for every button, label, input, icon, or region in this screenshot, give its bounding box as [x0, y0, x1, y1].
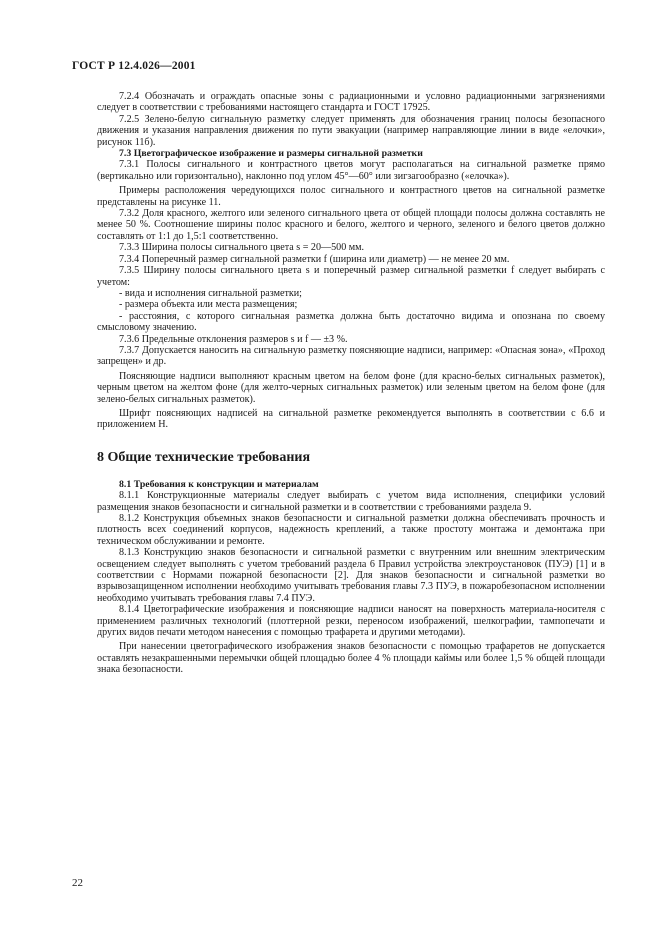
section-title-8: 8 Общие технические требования [97, 449, 311, 465]
paragraph-examples: Примеры расположения чередующихся полос сигнального и контрастного цветов на сигнальной разметке представлены на рисунке 11. [97, 185, 605, 208]
list-item: - вида и исполнения сигнальной разметки; [119, 287, 302, 299]
paragraph-7-3-1: 7.3.1 Полосы сигнального и контрастного цветов могут располагаться на сигнальной разметке прямо (вертикально или горизонтально), наклонно под углом 45°—60° или зигзагообразно («елочка»). [97, 159, 605, 182]
paragraph-8-1-4: 8.1.4 Цветографические изображения и поясняющие надписи наносят на поверхность материала-носителя с применением различных технологий (плоттерной резки, переносом изображений, шелкографии, тампопечати и других видов печати методом нанесения с помощью трафарета и другими методами). [97, 604, 605, 639]
paragraph-7-2-4: 7.2.4 Обозначать и ограждать опасные зоны с радиационными и условно радиационными загрязнениями следует в соответствии с требованиями настоящего стандарта и ГОСТ 17925. [97, 91, 605, 114]
paragraph-7-3-2: 7.3.2 Доля красного, желтого или зеленого сигнального цвета от общей площади полосы должна составлять не менее 50 %. Соотношение ширины полос красного и белого, желтого и черного, зеленого и белого цветов должно составлять от 1:1 до 1,5:1 соответственно. [97, 208, 605, 242]
subheading-8-1: 8.1 Требования к конструкции и материалам [119, 478, 319, 490]
paragraph-8-1-3: 8.1.3 Конструкцию знаков безопасности и сигнальной разметки с внутренним или внешним электрическим освещением следует выполнять с учетом требований раздела 6 Правил устройства электроустановок (ПУЭ) [1] и в соответствии с Нормами пожарной безопасности [2]. Для знаков безопасности и сигнальной разметки во взрывозащищенном исполнении необходимо учитывать требования главы 7.3 ПУЭ, в пожаробезопасном исполнении необходимо учитывать требования главы 7.4 ПУЭ. [97, 547, 605, 604]
list-item: - размера объекта или места размещения; [119, 299, 298, 311]
list-item: - расстояния, с которого сигнальная разметка должна быть достаточно видима и опознана по своему смысловому значению. [97, 310, 605, 334]
paragraph-7-3-7: 7.3.7 Допускается наносить на сигнальную разметку поясняющие надписи, например: «Опасная зона», «Проход запрещен» и др. [97, 344, 605, 368]
paragraph-7-3-4: 7.3.4 Поперечный размер сигнальной разметки f (ширина или диаметр) — не менее 20 мм. [119, 253, 510, 265]
paragraph-stencil: При нанесении цветографического изображения знаков безопасности с помощью трафаретов не допускается оставлять незакрашенными перемычки общей площадью более 4 % площади каймы или более 1,5 % общей площади знака безопасности. [97, 641, 605, 676]
paragraph-7-2-5: 7.2.5 Зелено-белую сигнальную разметку следует применять для обозначения границ полосы безопасного движения и указания направления движения по пути эвакуации (например направляющие линии в виде «елочки», рисунок 11б). [97, 113, 605, 148]
paragraph-7-3-6: 7.3.6 Предельные отклонения размеров s и f — ±3 %. [119, 333, 348, 345]
paragraph-7-3-3: 7.3.3 Ширина полосы сигнального цвета s = 20—500 мм. [119, 242, 365, 254]
page-body [97, 91, 605, 676]
paragraph-inscription-font: Шрифт поясняющих надписей на сигнальной разметке рекомендуется выполнять в соответствии с 6.6 и приложением Н. [97, 407, 605, 431]
subheading-7-3: 7.3 Цветографическое изображение и размеры сигнальной разметки [119, 148, 423, 160]
paragraph-8-1-2: 8.1.2 Конструкция объемных знаков безопасности и сигнальной разметки должна обеспечивать прочность и плотность всех соединений корпусов, надежность креплений, а также простоту монтажа и демонтажа при техническом обслуживании и ремонте. [97, 513, 605, 547]
paragraph-8-1-1: 8.1.1 Конструкционные материалы следует выбирать с учетом вида исполнения, специфики условий размещения знаков безопасности и сигнальной разметки и в соответствии с требованиями раздела 9. [97, 490, 605, 513]
page-number: 22 [72, 877, 83, 889]
paragraph-explanatory-inscriptions: Поясняющие надписи выполняют красным цветом на белом фоне (для красно-белых сигнальных разметок), черным цветом на желтом фоне (для желто-черных сигнальных разметок) или зеленым цветом на белом фоне (для зелено-белых сигнальных разметок). [97, 370, 605, 405]
paragraph-7-3-5: 7.3.5 Ширину полосы сигнального цвета s и поперечный размер сигнальной разметки f следует выбирать с учетом: [97, 265, 605, 288]
document-code-header: ГОСТ Р 12.4.026—2001 [72, 60, 196, 72]
